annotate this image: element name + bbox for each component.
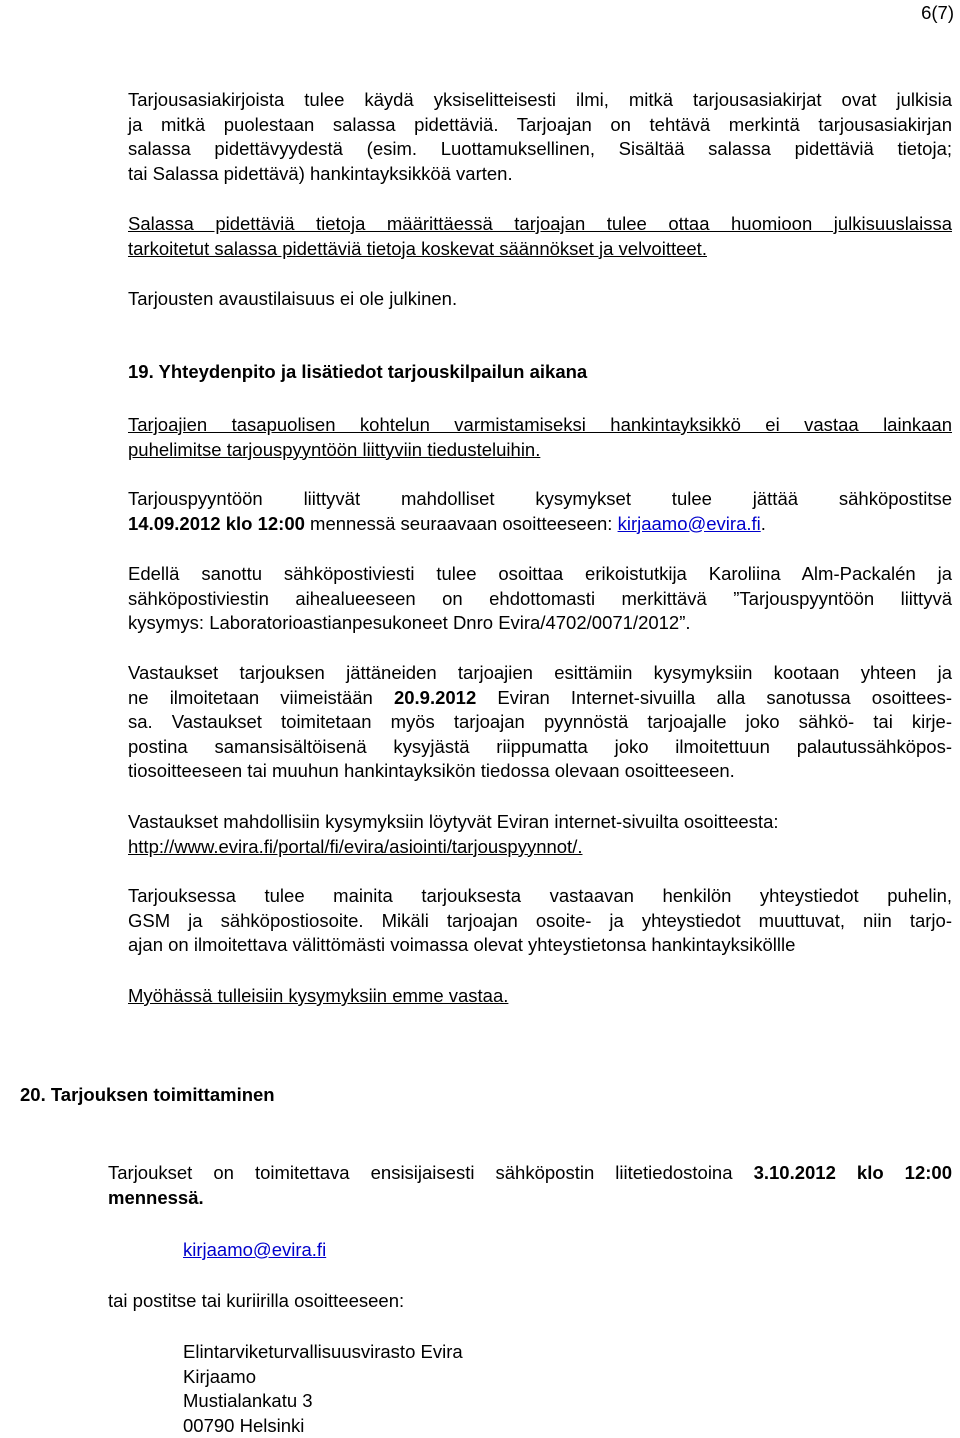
text-line: postina samansisältöisenä kysyjästä riippumatta joko ilmoitettuun palautussähköpos- [128,735,952,757]
text-line: Tarjouspyyntöön liittyvät mahdolliset kysymykset tulee jättää sähköpostitse [128,488,952,509]
text-line: Tarjoajien tasapuolisen kohtelun varmistamiseksi hankintayksikkö ei vastaa lainkaan [128,414,952,435]
text-line: sähköpostiviestin aihealueeseen on ehdottomasti merkittävä ”Tarjouspyyntöön liittyvä [128,587,952,609]
text-line: tarkoitetut salassa pidettäviä tietoja koskevat säännökset ja velvoitteet. [128,237,707,259]
text-line: tiosoitteeseen tai muuhun hankintayksikön tiedossa olevaan osoitteeseen. [128,760,735,781]
email-link[interactable]: kirjaamo@evira.fi [617,512,761,534]
text-line: tai Salassa pidettävä) hankintayksikköä varten. [128,162,513,184]
text-line: 14.09.2012 klo 12:00 mennessä seuraavaan osoitteeseen: kirjaamo@evira.fi. [128,512,766,534]
section-19-heading: 19. Yhteydenpito ja lisätiedot tarjouskilpailun aikana [128,361,588,382]
postal-address [183,1340,960,1438]
address-line: 00790 Helsinki [183,1414,305,1436]
address-line: Kirjaamo [183,1365,256,1387]
text-line: Vastaukset mahdollisiin kysymyksiin löytyvät Eviran internet-sivuilta osoitteesta: [128,811,779,832]
opening-not-public-text: Tarjousten avaustilaisuus ei ole julkinen. [128,288,458,309]
secrecy-rules-paragraph [128,212,952,261]
answers-location-paragraph [128,810,952,859]
postal-intro-text: tai postitse tai kuriirilla osoitteeseen: [108,1290,405,1311]
answers-paragraph [128,661,952,784]
phone-inquiries-paragraph [128,413,952,462]
submission-deadline: 3.10.2012 klo 12:00 [753,1162,952,1183]
submission-email [183,1238,960,1263]
answers-deadline: 20.9.2012 [393,686,477,708]
text-line: puhelimitse tarjouspyyntöön liittyviin tiedusteluihin. [128,438,541,460]
late-questions-text: Myöhässä tulleisiin kysymyksiin emme vastaa. [128,985,509,1006]
address-line: Mustialankatu 3 [183,1390,313,1411]
addressee-paragraph [128,562,952,636]
section-20-heading: 20. Tarjouksen toimittaminen [20,1084,275,1105]
evira-url-link[interactable]: http://www.evira.fi/portal/fi/evira/asiointi/tarjouspyynnot/. [128,835,583,857]
text-line: sa. Vastaukset toimitetaan myös tarjoajan pyynnöstä tarjoajalle joko sähkö- tai kirje- [128,711,952,732]
submission-paragraph: Tarjoukset on toimitettava ensisijaisesti sähköpostin liitetiedostoina 3.10.2012 klo 12:00 mennessä. [108,1162,952,1208]
text-line: Vastaukset tarjouksen jättäneiden tarjoajien esittämiin kysymyksiin kootaan yhteen ja [128,662,952,683]
address-line: Elintarviketurvallisuusvirasto Evira [183,1341,463,1362]
text-line: Tarjousasiakirjoista tulee käydä yksiselitteisesti ilmi, mitkä tarjousasiakirjat ovat julkisia [128,89,952,110]
text-line: ja mitkä puolestaan salassa pidettäviä. Tarjoajan on tehtävä merkintä tarjousasiakirjan [128,113,952,135]
text-line: salassa pidettävyydestä (esim. Luottamuksellinen, Sisältää salassa pidettäviä tietoja; [128,138,952,159]
text-line: Tarjouksessa tulee mainita tarjouksesta vastaavan henkilön yhteystiedot puhelin, [128,885,952,906]
text-line: GSM ja sähköpostiosoite. Mikäli tarjoajan osoite- ja yhteystiedot muuttuvat, niin tarjo- [128,909,952,931]
text-line: Tarjoukset on toimitettava ensisijaisesti sähköpostin liitetiedostoina 3.10.2012 klo 12:00 [108,1162,952,1183]
contact-info-paragraph [128,884,952,958]
email-link[interactable]: kirjaamo@evira.fi [183,1239,327,1260]
text-line: ajan on ilmoitettava välittömästi voimassa olevat yhteystietonsa hankintayksiköllle [128,934,796,955]
page-number: 6(7) [921,2,954,23]
questions-deadline: 14.09.2012 klo 12:00 [128,512,305,534]
questions-deadline-paragraph [128,487,952,536]
text-line: kysymys: Laboratorioastianpesukoneet Dnro Evira/4702/0071/2012”. [128,612,691,633]
text-line: Edellä sanottu sähköpostiviesti tulee osoittaa erikoistutkija Karoliina Alm-Packalén ja [128,563,952,584]
text-line: ne ilmoitetaan viimeistään 20.9.2012 Eviran Internet-sivuilla alla sanotussa osoittees- [128,686,953,708]
confidentiality-paragraph [128,88,952,186]
text-line: Salassa pidettäviä tietoja määrittäessä tarjoajan tulee ottaa huomioon julkisuuslaissa [128,213,952,234]
